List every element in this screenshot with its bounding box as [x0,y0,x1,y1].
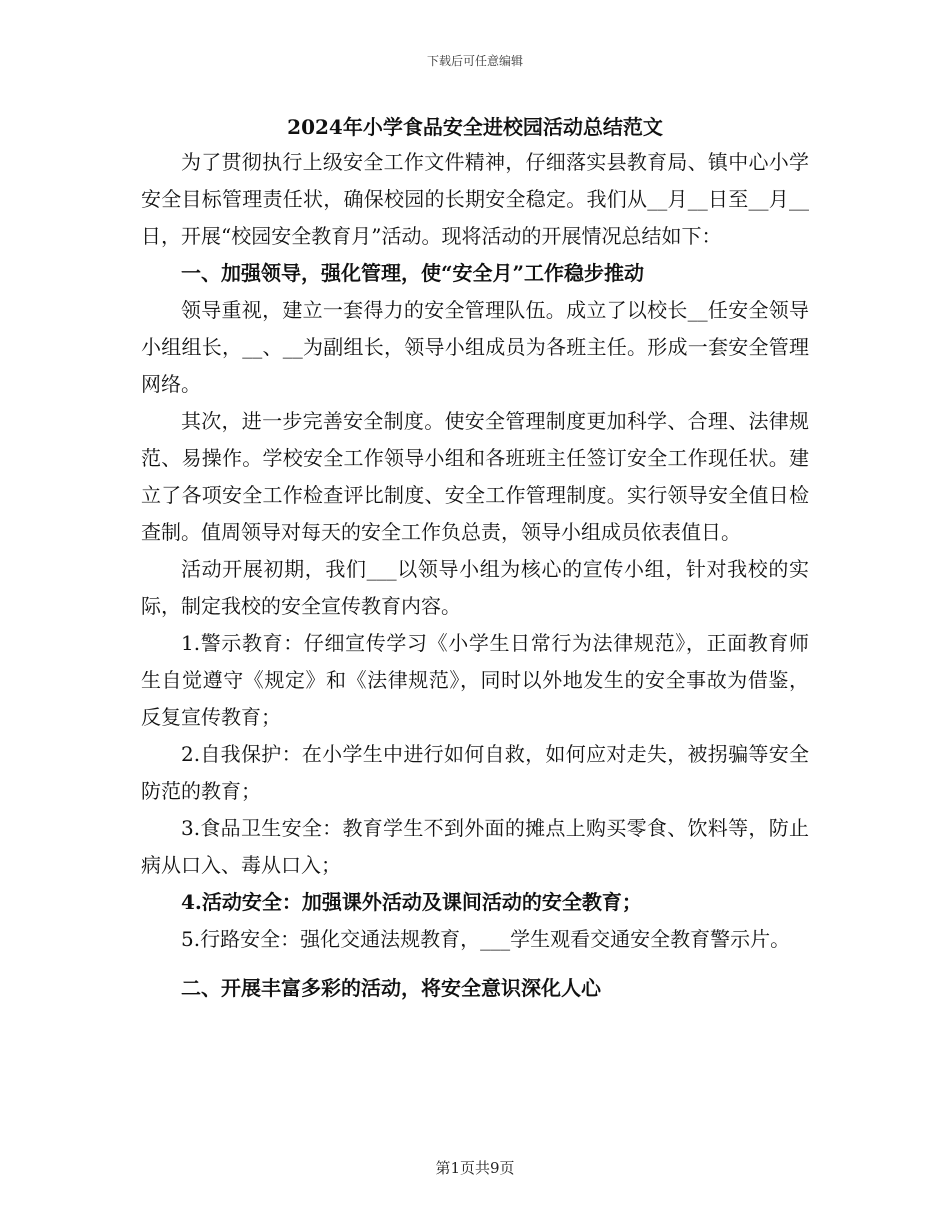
document-title: 2024年小学食品安全进校园活动总结范文 [287,115,663,139]
section-heading-1: 一、加强领导，强化管理，使“安全月”工作稳步推动 [181,261,645,285]
paragraph-leadership: 领导重视，建立一套得力的安全管理队伍。成立了以校长__任安全领导小组组长，__、__为副组长，领导小组成员为各班主任。形成一套安全管理网络。 [141,298,809,396]
page-number: 第1页共9页 [435,1159,515,1177]
list-item-activity-safety: 4.活动安全：加强课外活动及课间活动的安全教育； [181,890,642,914]
paragraph-intro: 为了贯彻执行上级安全工作文件精神，仔细落实县教育局、镇中心小学安全目标管理责任状，确保校园的长期安全稳定。我们从__月__日至__月__日，开展“校园安全教育月”活动。现将活动的开展情况总结如下： [141,150,809,248]
list-item-self-protection: 2.自我保护：在小学生中进行如何自救，如何应对走失，被拐骗等安全防范的教育； [141,742,809,803]
document-body [141,144,809,1007]
list-item-food-safety: 3.食品卫生安全：教育学生不到外面的摊点上购买零食、饮料等，防止病从口入、毒从口入； [141,816,809,877]
section-heading-2: 二、开展丰富多彩的活动，将安全意识深化人心 [181,976,601,1000]
paragraph-system: 其次，进一步完善安全制度。使安全管理制度更加科学、合理、法律规范、易操作。学校安全工作领导小组和各班班主任签订安全工作现任状。建立了各项安全工作检查评比制度、安全工作管理制度。实行领导安全值日检查制。值周领导对每天的安全工作负总责，领导小组成员依表值日。 [141,409,809,544]
paragraph-campaign: 活动开展初期，我们___以领导小组为核心的宣传小组，针对我校的实际，制定我校的安全宣传教育内容。 [141,557,809,618]
list-item-road-safety: 5.行路安全：强化交通法规教育，___学生观看交通安全教育警示片。 [181,927,791,951]
list-item-warning-education: 1.警示教育：仔细宣传学习《小学生日常行为法律规范》，正面教育师生自觉遵守《规定》和《法律规范》，同时以外地发生的安全事故为借鉴，反复宣传教育； [141,631,809,729]
header-note: 下载后可任意编辑 [426,54,523,68]
